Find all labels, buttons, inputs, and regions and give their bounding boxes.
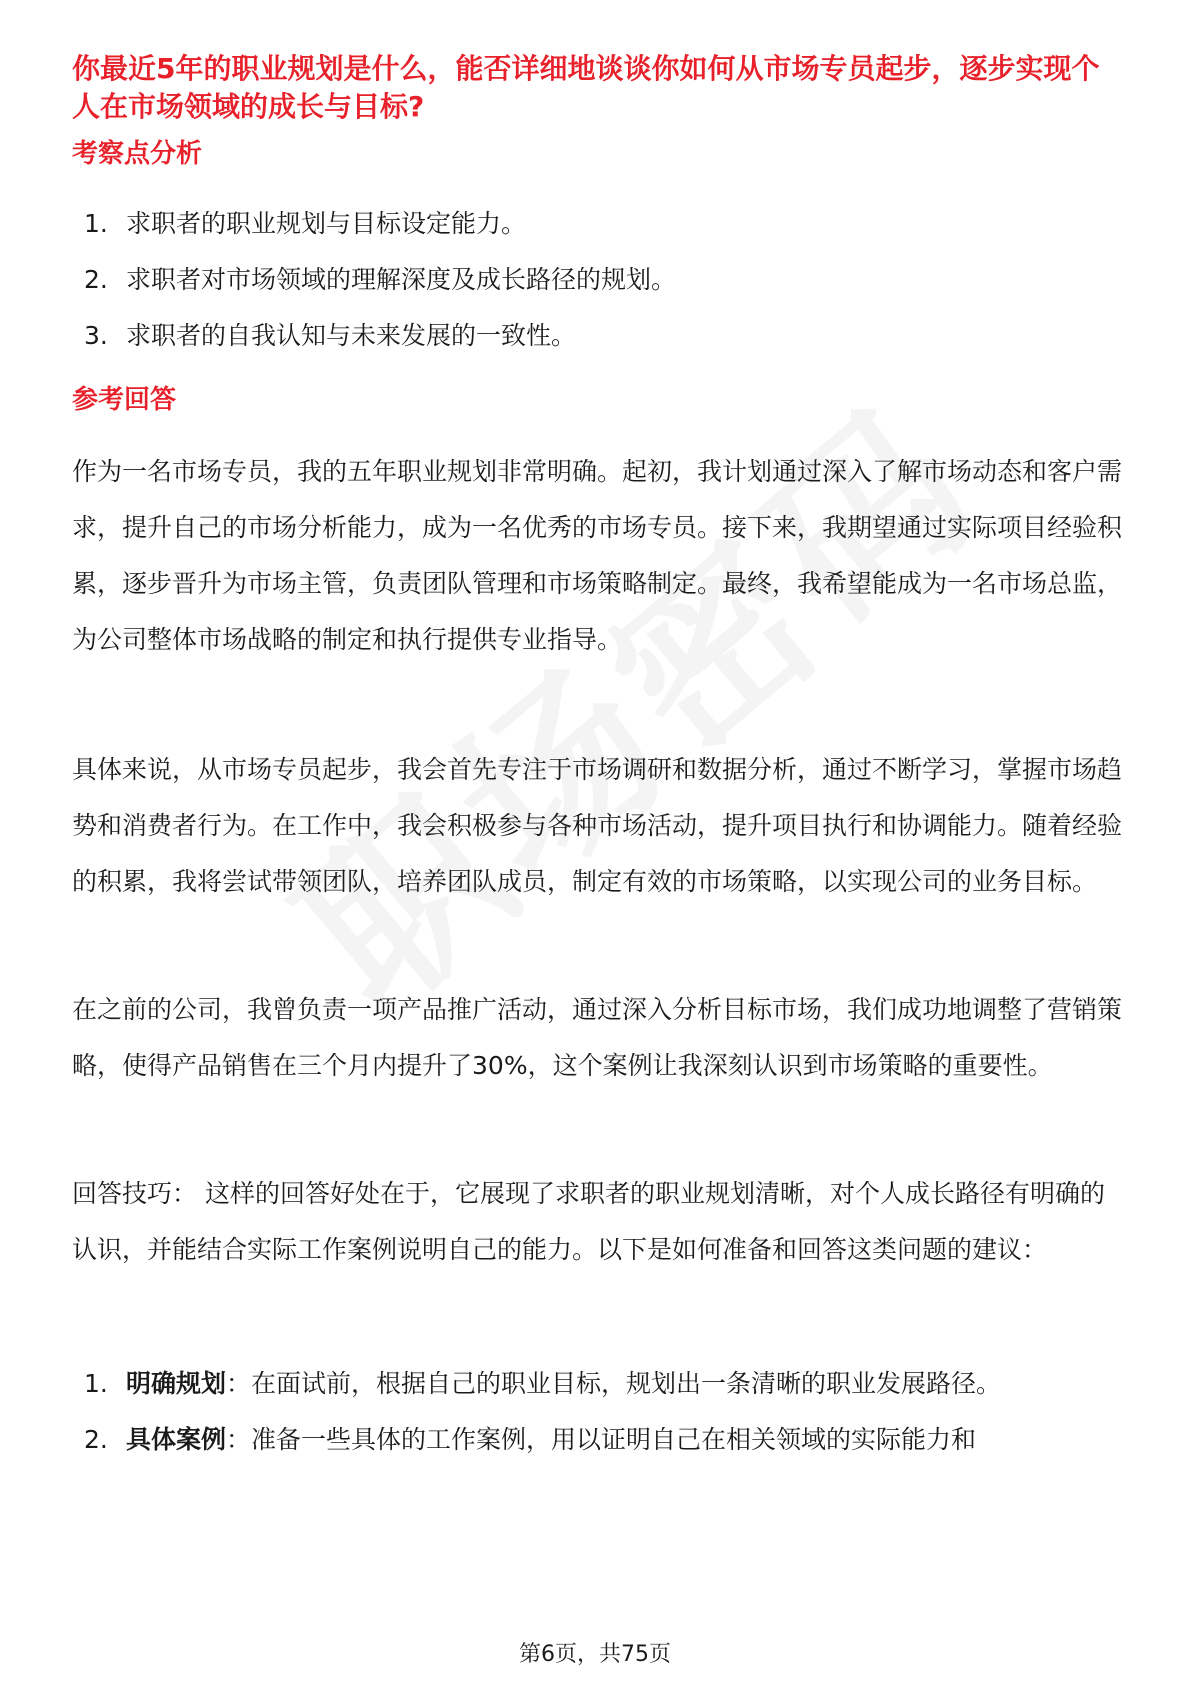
list-number: 1. — [84, 209, 108, 238]
list-item — [72, 1356, 1122, 1412]
list-text: 求职者对市场领域的理解深度及成长路径的规划。 — [126, 265, 677, 294]
analysis-title: 考察点分析 — [72, 139, 203, 169]
answer-tips-intro: 回答技巧： 这样的回答好处在于，它展现了求职者的职业规划清晰，对个人成长路径有明确的认识，并能结合实际工作案例说明自己的能力。以下是如何准备和回答这类问题的建议： — [72, 1179, 1105, 1264]
list-number: 2. — [84, 1425, 108, 1454]
analysis-list — [72, 196, 1122, 364]
tip-label: 具体案例 — [126, 1425, 227, 1454]
tips-list — [72, 1356, 1122, 1468]
tip-label: 明确规划 — [126, 1369, 227, 1398]
page-number: 第6页，共75页 — [519, 1642, 671, 1667]
answer-title: 参考回答 — [72, 385, 177, 415]
question-heading: 你最近5年的职业规划是什么，能否详细地谈谈你如何从市场专员起步，逐步实现个人在市场领域的成长与目标? — [72, 52, 1100, 123]
list-number: 3. — [84, 321, 108, 350]
list-text: 求职者的自我认知与未来发展的一致性。 — [126, 321, 577, 350]
tip-text: ：在面试前，根据自己的职业目标，规划出一条清晰的职业发展路径。 — [226, 1369, 1002, 1398]
list-item — [72, 196, 1122, 252]
list-item — [72, 308, 1122, 364]
list-number: 1. — [84, 1369, 108, 1398]
list-item — [72, 1412, 1122, 1468]
tip-text: ：准备一些具体的工作案例，用以证明自己在相关领域的实际能力和 — [226, 1425, 977, 1454]
list-item — [72, 252, 1122, 308]
watermark — [198, 303, 1063, 1091]
list-number: 2. — [84, 265, 108, 294]
list-text: 求职者的职业规划与目标设定能力。 — [126, 209, 527, 238]
answer-paragraph-2: 具体来说，从市场专员起步，我会首先专注于市场调研和数据分析，通过不断学习，掌握市场趋势和消费者行为。在工作中，我会积极参与各种市场活动，提升项目执行和协调能力。随着经验的积累，我将尝试带领团队，培养团队成员，制定有效的市场策略，以实现公司的业务目标。 — [72, 755, 1123, 896]
answer-paragraph-1: 作为一名市场专员，我的五年职业规划非常明确。起初，我计划通过深入了解市场动态和客户需求，提升自己的市场分析能力，成为一名优秀的市场专员。接下来，我期望通过实际项目经验积累，逐步晋升为市场主管，负责团队管理和市场策略制定。最终，我希望能成为一名市场总监，为公司整体市场战略的制定和执行提供专业指导。 — [72, 457, 1123, 654]
answer-paragraph-3: 在之前的公司，我曾负责一项产品推广活动，通过深入分析目标市场，我们成功地调整了营销策略，使得产品销售在三个月内提升了30%，这个案例让我深刻认识到市场策略的重要性。 — [72, 995, 1123, 1080]
